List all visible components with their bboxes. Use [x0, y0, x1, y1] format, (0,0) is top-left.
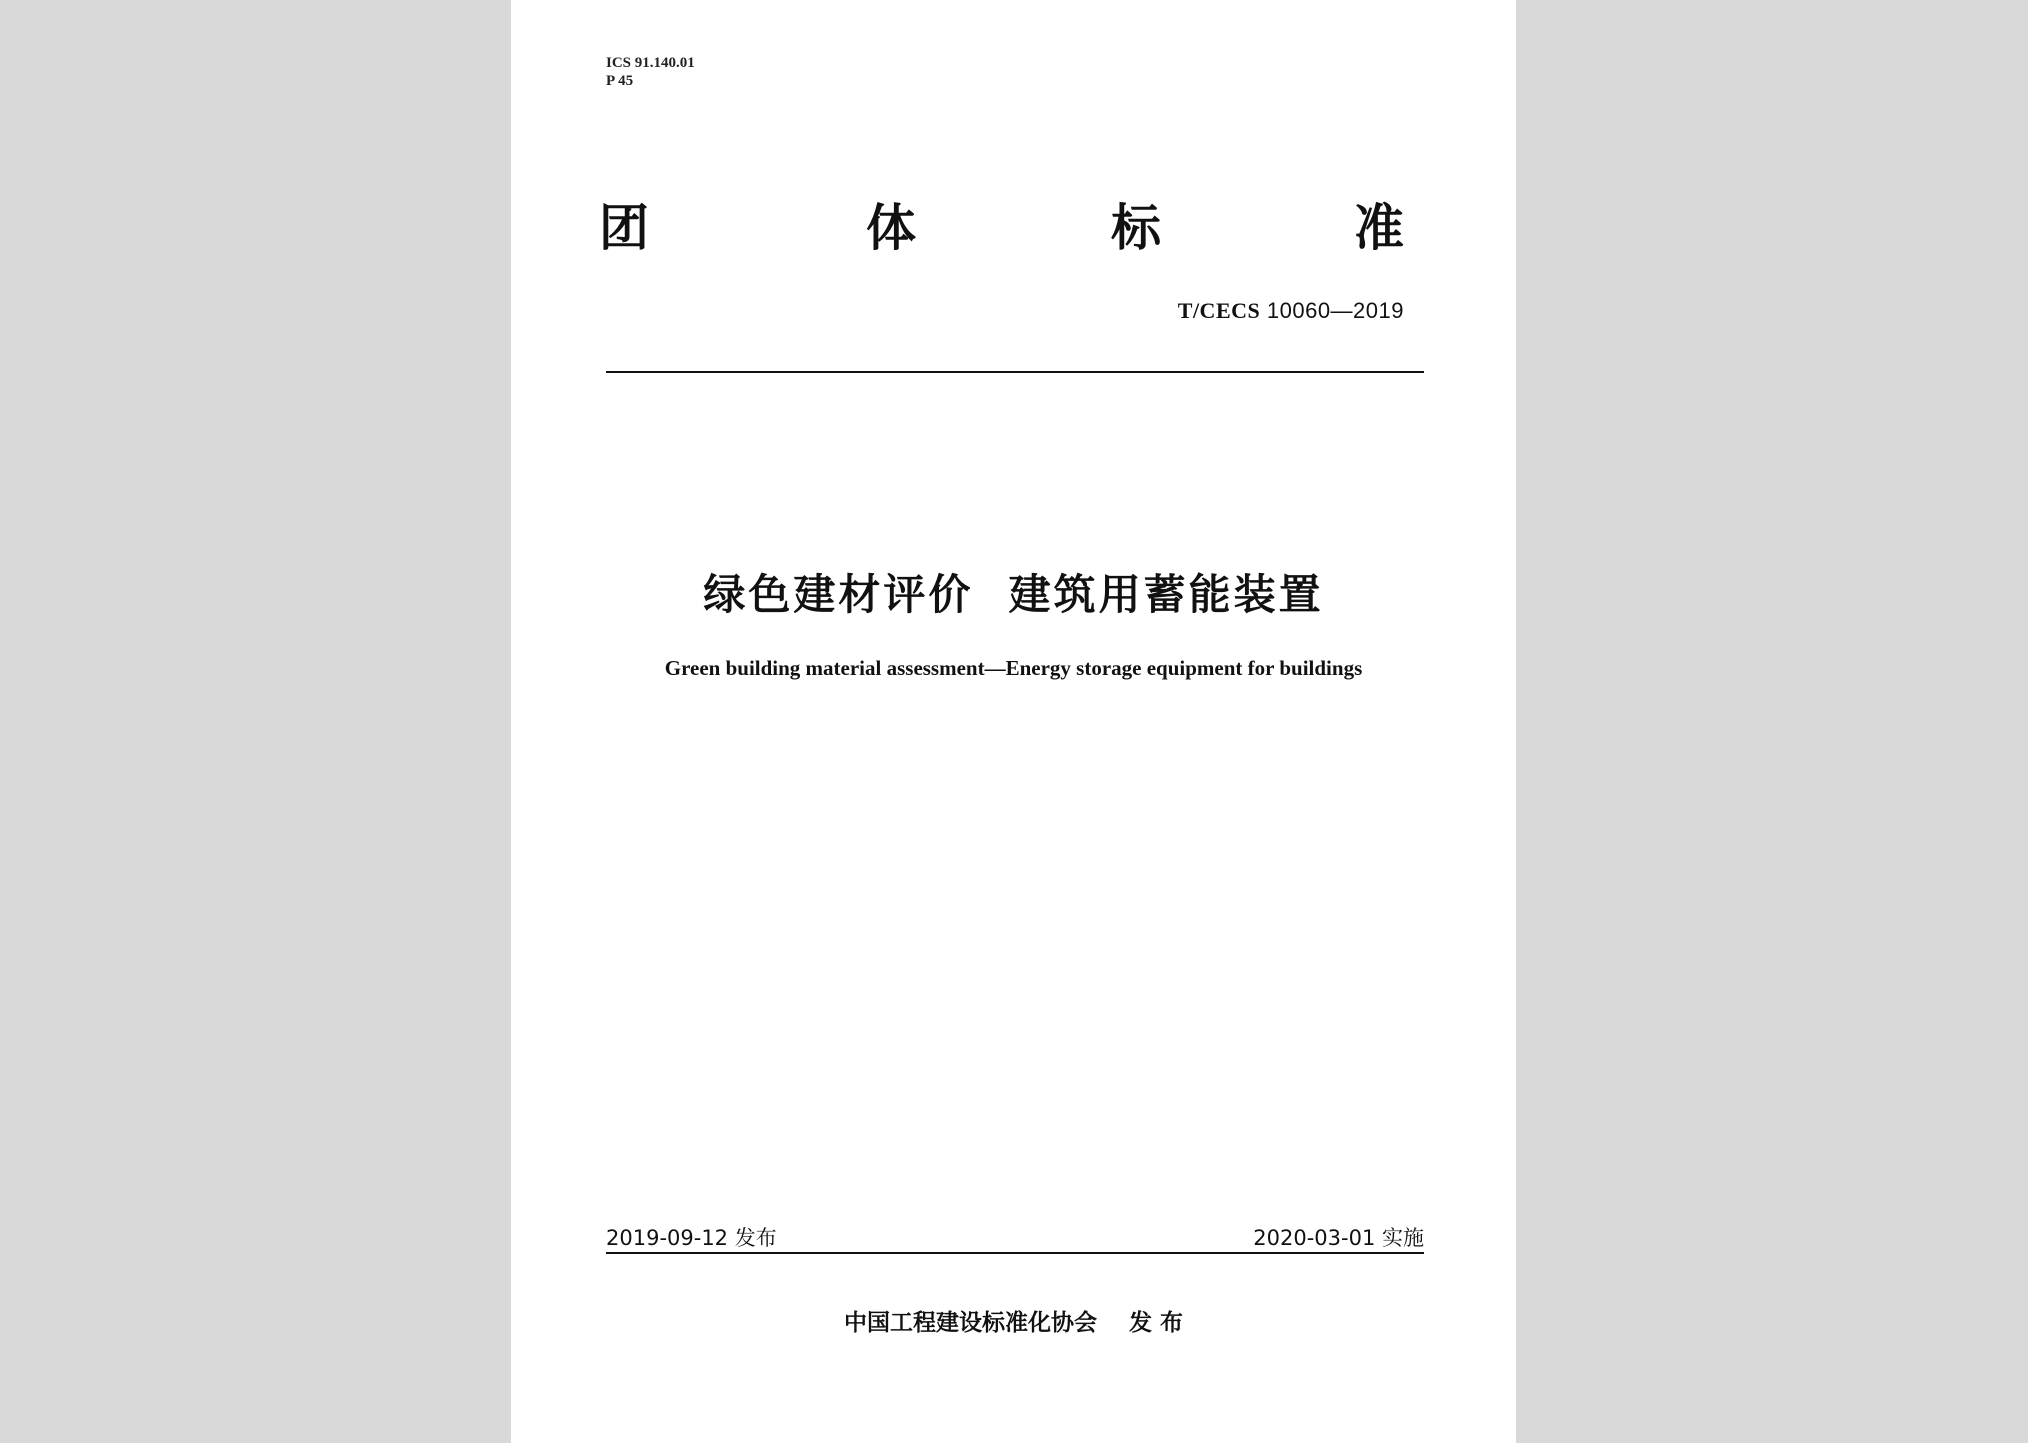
category-char-2: 体 — [866, 199, 916, 257]
p-code: P 45 — [606, 73, 634, 89]
publisher: 中国工程建设标准化协会 发 布 — [843, 1310, 1184, 1336]
standard-number: 10060—2019 — [1266, 298, 1404, 323]
standard-code — [1178, 298, 1404, 324]
bottom-divider — [606, 1252, 1424, 1254]
implementation-date: 2020-03-01 实施 — [1253, 1226, 1424, 1250]
document-page — [511, 0, 1516, 1443]
category-char-1: 团 — [599, 199, 649, 257]
issue-date: 2019-09-12 发布 — [606, 1226, 777, 1250]
top-divider — [606, 371, 1424, 373]
ics-code: ICS 91.140.01 — [606, 55, 695, 71]
category-char-3: 标 — [1111, 199, 1161, 257]
title-english: Green building material assessment—Energy storage equipment for buildings — [664, 656, 1363, 680]
classification-codes — [606, 54, 695, 90]
standard-prefix: T/CECS — [1177, 298, 1261, 323]
title-chinese: 绿色建材评价 建筑用蓄能装置 — [703, 570, 1324, 619]
category-char-4: 准 — [1354, 199, 1404, 257]
